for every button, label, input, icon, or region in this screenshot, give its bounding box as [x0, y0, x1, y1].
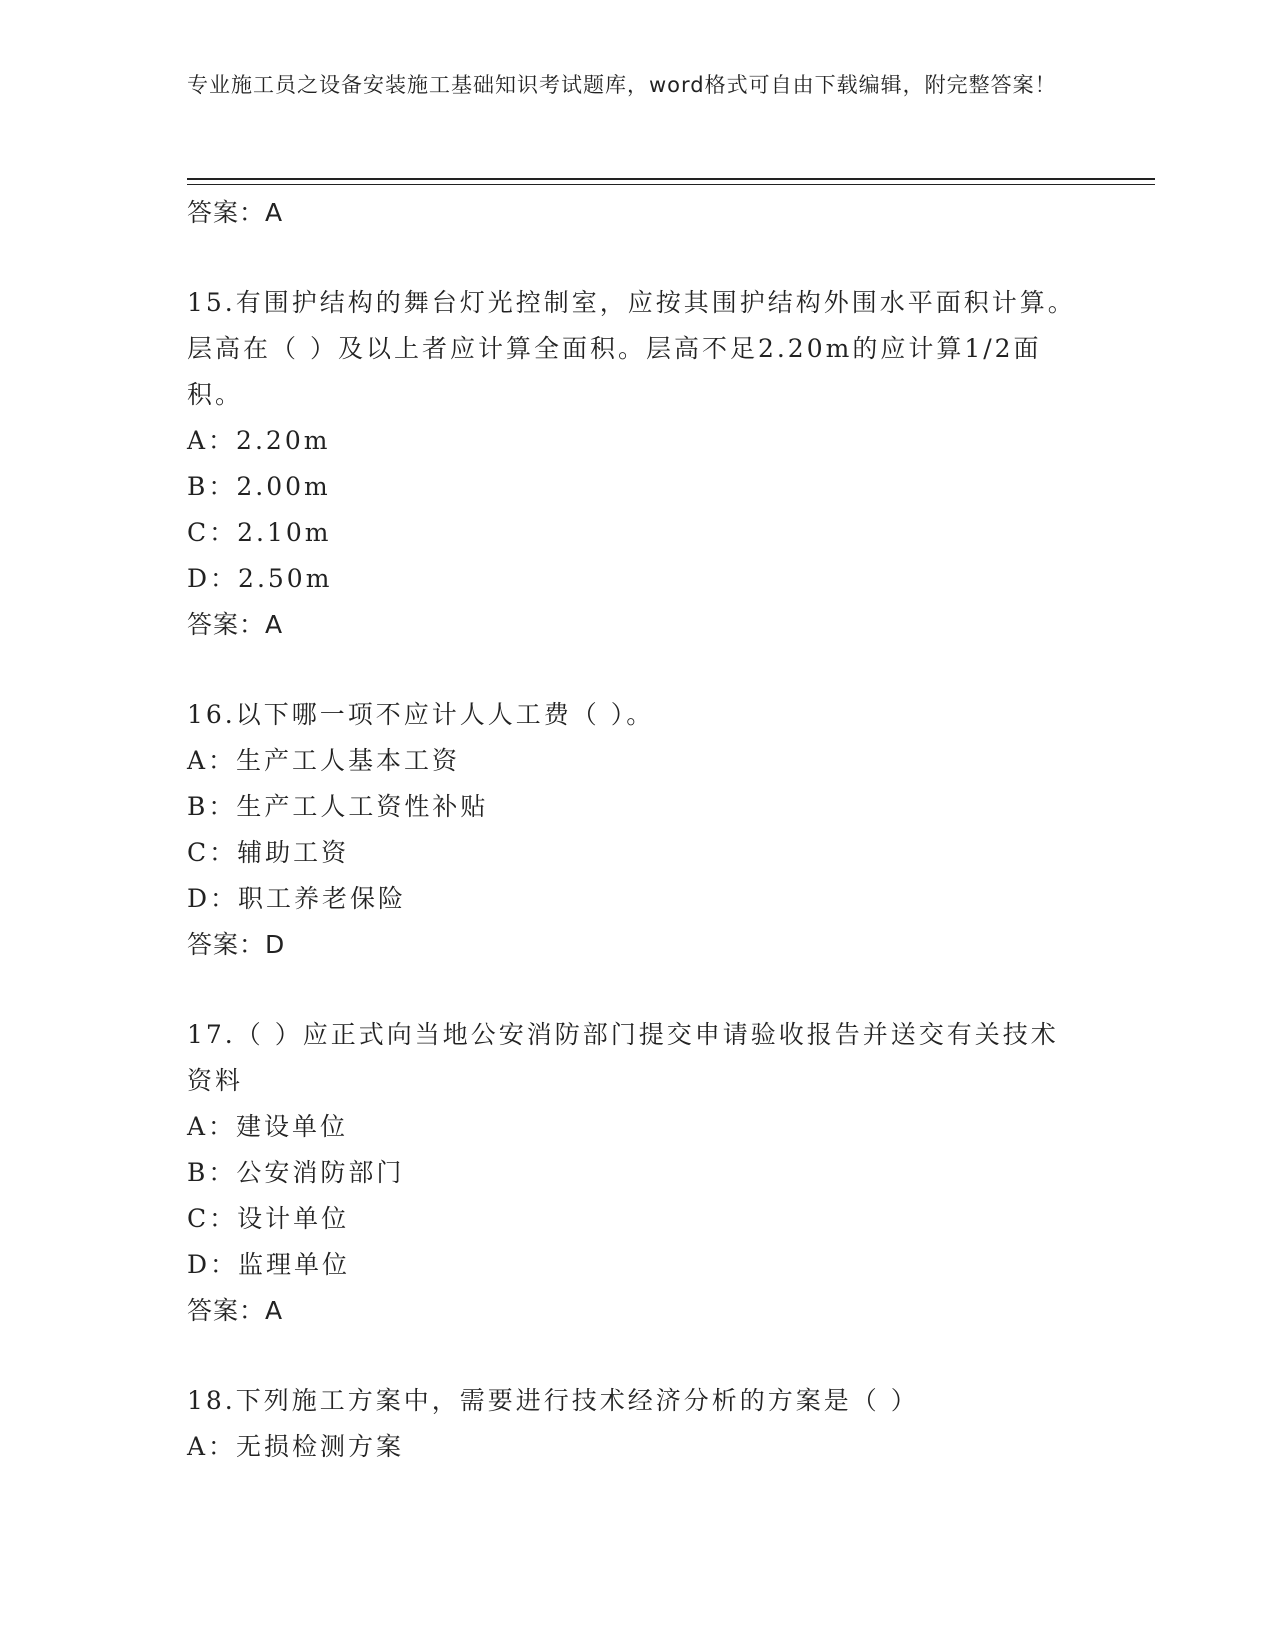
question-stem: 15.有围护结构的舞台灯光控制室，应按其围护结构外围水平面积计算。层高在（ ）及以上者应计算全面积。层高不足2.20m的应计算1/2面积。 — [187, 288, 1076, 409]
header-divider-thin — [187, 184, 1155, 185]
option-b: B：2.00m — [187, 472, 331, 501]
question-stem: 17.（ ）应正式向当地公安消防部门提交申请验收报告并送交有关技术资料 — [187, 1020, 1059, 1095]
question-stem: 18.下列施工方案中，需要进行技术经济分析的方案是（ ） — [187, 1386, 919, 1415]
option-d: D：2.50m — [187, 564, 333, 593]
question-15 — [187, 280, 1077, 648]
option-a: A：2.20m — [187, 426, 331, 455]
question-stem: 16.以下哪一项不应计人人工费（ ）。 — [187, 700, 655, 729]
answer-line: 答案：A — [187, 1296, 284, 1325]
question-list — [187, 190, 1077, 1470]
option-a: A：建设单位 — [187, 1112, 349, 1141]
option-c: C：设计单位 — [187, 1204, 350, 1233]
document-header — [187, 70, 1067, 100]
option-b: B：公安消防部门 — [187, 1158, 405, 1187]
answer-line: 答案：D — [187, 930, 286, 959]
header-divider-thick — [187, 178, 1155, 180]
answer-line: 答案：A — [187, 198, 284, 227]
question-18 — [187, 1378, 1077, 1470]
question-16 — [187, 692, 1077, 968]
option-b: B：生产工人工资性补贴 — [187, 792, 489, 821]
option-c: C：辅助工资 — [187, 838, 350, 867]
option-d: D：职工养老保险 — [187, 884, 407, 913]
header-text: 专业施工员之设备安装施工基础知识考试题库，word格式可自由下载编辑，附完整答案！ — [187, 73, 1057, 97]
option-d: D：监理单位 — [187, 1250, 351, 1279]
option-c: C：2.10m — [187, 518, 332, 547]
option-a: A：生产工人基本工资 — [187, 746, 461, 775]
option-a: A：无损检测方案 — [187, 1432, 405, 1461]
answer-line: 答案：A — [187, 610, 284, 639]
question-17 — [187, 1012, 1077, 1334]
